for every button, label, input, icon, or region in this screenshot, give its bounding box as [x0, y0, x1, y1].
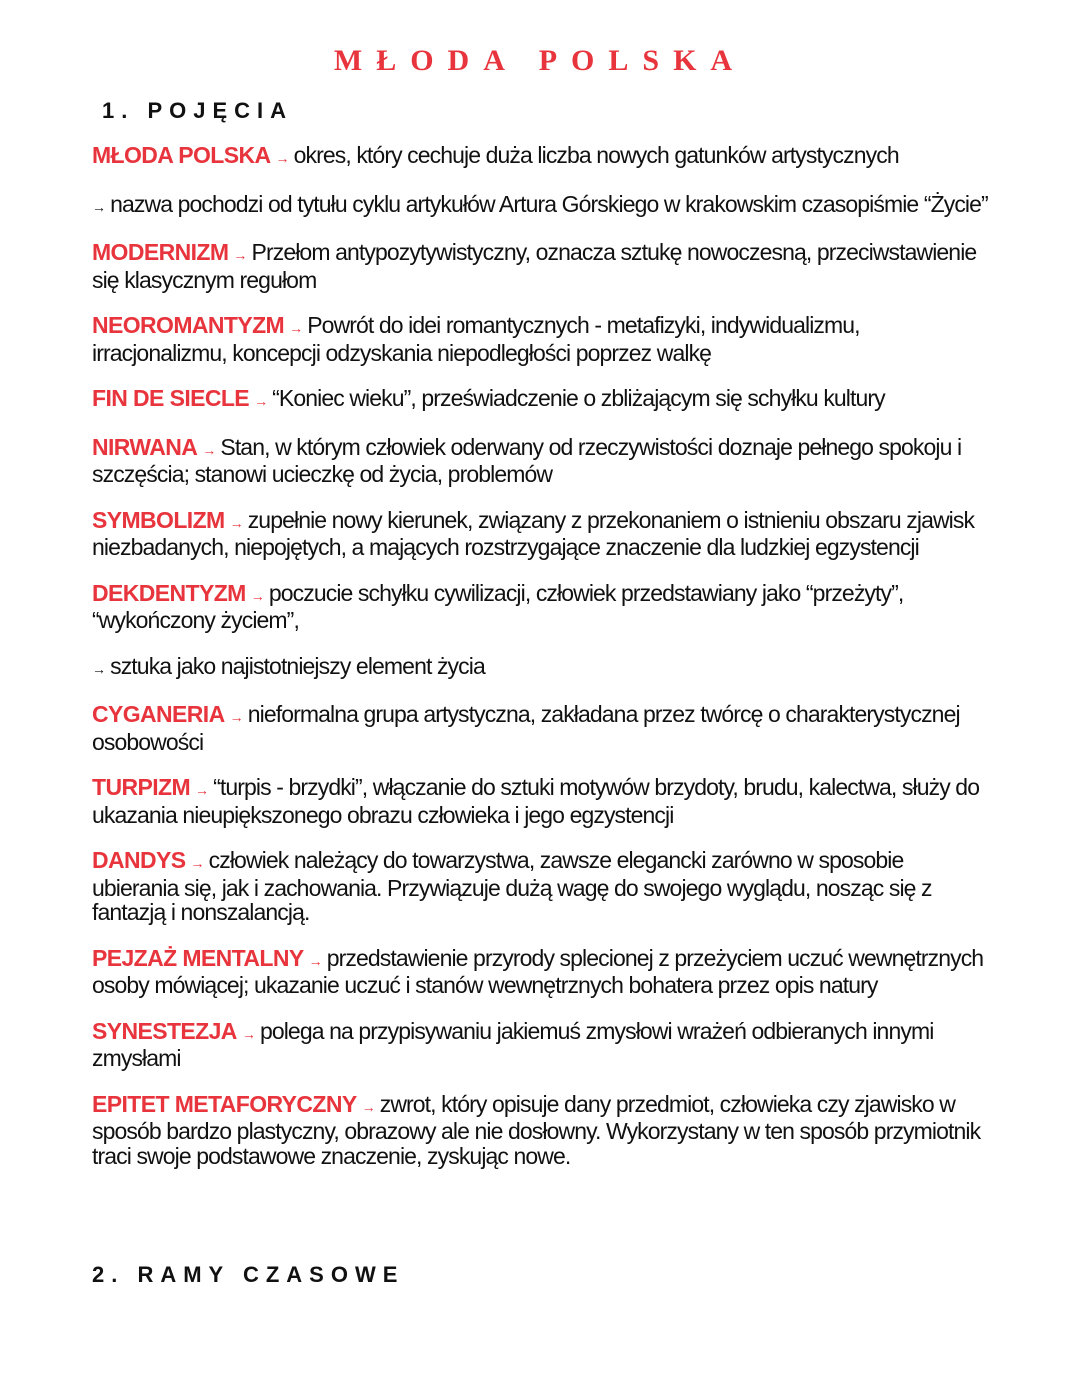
- definition-text: Powrót do idei romantycznych - metafizyki, indywidualizmu, irracjonalizmu, koncepcji odzyskania niepodległości poprzez walkę: [92, 312, 860, 366]
- term: DANDYS: [92, 847, 186, 873]
- definition-text: Stan, w którym człowiek oderwany od rzeczywistości doznaje pełnego spokoju i szczęścia; stanowi ucieczkę od życia, problemów: [92, 433, 962, 487]
- arrow-icon: →: [289, 320, 303, 336]
- term: FIN DE SIECLE: [92, 385, 250, 411]
- definitions-list: [92, 143, 992, 1189]
- arrow-icon: →: [241, 1025, 255, 1042]
- definition-text: poczucie schyłku cywilizacji, człowiek przedstawiany jako “przeżyty”, “wykończony życiem”,: [92, 579, 904, 633]
- term: NEOROMANTYZM: [92, 312, 285, 338]
- term: MODERNIZM: [92, 239, 229, 265]
- definition-entry: [92, 435, 992, 487]
- definition-text: polega na przypisywaniu jakiemuś zmysłowi wrażeń odbieranych innymi zmysłami: [92, 1017, 934, 1071]
- definition-entry: [92, 654, 992, 682]
- arrow-icon: →: [308, 952, 322, 969]
- term: PEJZAŻ MENTALNY: [92, 944, 304, 971]
- arrow-icon: →: [190, 855, 204, 871]
- term: CYGANERIA: [92, 701, 225, 727]
- definition-entry: [92, 581, 992, 633]
- definition-entry: [92, 1092, 992, 1169]
- definition-text: człowiek należący do towarzystwa, zawsze elegancki zarówno w sposobie ubierania się, jak i zachowania. Przywiązuje dużą wagę do swojego wyglądu, nosząc się z fantazją i nonszalancją.: [92, 847, 932, 925]
- definition-entry: [92, 240, 992, 292]
- definition-text: nieformalna grupa artystyczna, zakładana przez twórcę o charakterystycznej osobowości: [92, 701, 960, 755]
- term: NIRWANA: [92, 433, 198, 460]
- definition-text: zupełnie nowy kierunek, związany z przekonaniem o istnieniu obszaru zjawisk niezbadanych, niepojętych, a mających rozstrzygające znaczenie dla ludzkiej egzystencji: [92, 506, 975, 560]
- definition-text: okres, który cechuje duża liczba nowych gatunków artystycznych: [293, 142, 899, 168]
- arrow-icon: →: [233, 247, 247, 263]
- arrow-icon: →: [361, 1098, 375, 1115]
- arrow-icon: →: [195, 782, 209, 798]
- definition-text: sztuka jako najistotniejszy element życia: [110, 652, 485, 679]
- arrow-icon: →: [275, 150, 289, 166]
- definition-text: zwrot, który opisuje dany przedmiot, człowieka czy zjawisko w sposób bardzo plastyczny, obrazowy ale nie dosłowny. Wykorzystany w ten sposób przymiotnik traci swoje podstawowe znaczenie, zyskując nowe.: [92, 1090, 981, 1169]
- term: EPITET METAFORYCZNY: [92, 1090, 357, 1117]
- definition-entry: [92, 1019, 992, 1071]
- term: TURPIZM: [92, 774, 191, 800]
- definition-text: przedstawienie przyrody splecionej z przeżyciem uczuć wewnętrznych osoby mówiącej; ukazanie uczuć i stanów wewnętrznych bohatera przez opis natury: [92, 944, 984, 998]
- definition-entry: [92, 946, 992, 998]
- definition-entry: [92, 313, 992, 365]
- definition-entry: [92, 775, 992, 827]
- term: MŁODA POLSKA: [92, 142, 271, 168]
- definition-text: Przełom antypozytywistyczny, oznacza sztukę nowoczesną, przeciwstawienie się klasycznym regułom: [92, 239, 977, 293]
- arrow-icon: →: [229, 514, 243, 531]
- definition-entry: [92, 386, 992, 414]
- arrow-icon: →: [92, 198, 106, 215]
- definition-entry: [92, 508, 992, 560]
- term: SYNESTEZJA: [92, 1017, 237, 1044]
- section-heading-timeframe: 2. RAMY CZASOWE: [92, 1262, 405, 1287]
- definition-entry: [92, 848, 992, 925]
- section-heading-concepts: 1. POJĘCIA: [102, 98, 294, 123]
- definition-entry: [92, 702, 992, 754]
- definition-entry: [92, 192, 992, 220]
- term: SYMBOLIZM: [92, 506, 225, 533]
- definition-text: “turpis - brzydki”, włączanie do sztuki motywów brzydoty, brudu, kalectwa, służy do ukazania nieupiększonego obrazu człowieka i jego egzystencji: [92, 774, 980, 828]
- arrow-icon: →: [229, 709, 243, 725]
- arrow-icon: →: [202, 441, 216, 458]
- arrow-icon: →: [92, 660, 106, 677]
- arrow-icon: →: [254, 393, 268, 409]
- term: DEKDENTYZM: [92, 579, 246, 606]
- definition-entry: [92, 143, 992, 171]
- arrow-icon: →: [250, 587, 264, 604]
- page-title: MŁODA POLSKA: [333, 44, 747, 77]
- definition-text: nazwa pochodzi od tytułu cyklu artykułów Artura Górskiego w krakowskim czasopiśmie “Życie”: [110, 190, 988, 217]
- definition-text: “Koniec wieku”, przeświadczenie o zbliżającym się schyłku kultury: [272, 385, 885, 411]
